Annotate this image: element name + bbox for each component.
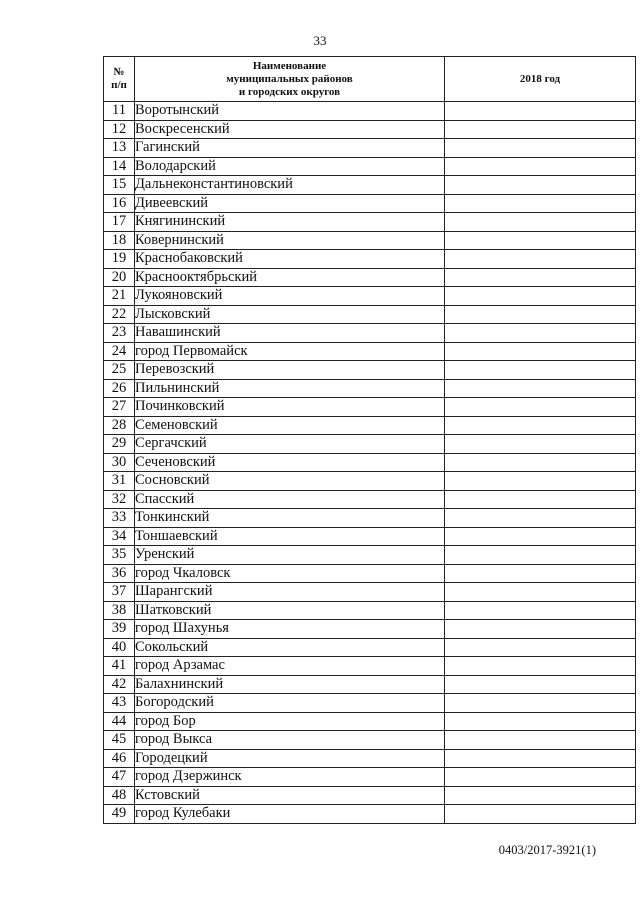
year-value-cell [445,416,636,435]
year-value-cell [445,324,636,343]
year-value-cell [445,268,636,287]
row-number-cell: 16 [104,194,135,213]
table-row [104,564,636,583]
year-value-cell [445,805,636,824]
municipality-name-cell: город Шахунья [135,620,445,639]
table-row [104,786,636,805]
year-value-cell [445,546,636,565]
table-body [104,102,636,824]
table-row [104,601,636,620]
municipality-name-cell: Сеченовский [135,453,445,472]
year-value-cell [445,620,636,639]
year-value-cell [445,657,636,676]
row-number-cell: 44 [104,712,135,731]
year-value-cell [445,527,636,546]
table-row [104,768,636,787]
year-value-cell [445,435,636,454]
row-number-cell: 17 [104,213,135,232]
municipality-table [103,56,636,824]
row-number-cell: 11 [104,102,135,121]
row-number-cell: 39 [104,620,135,639]
year-value-cell [445,675,636,694]
year-value-cell [445,194,636,213]
row-number-cell: 40 [104,638,135,657]
table-row [104,398,636,417]
year-value-cell [445,305,636,324]
year-value-cell [445,213,636,232]
municipality-name-cell: Тонкинский [135,509,445,528]
row-number-cell: 28 [104,416,135,435]
table-row [104,638,636,657]
year-value-cell [445,176,636,195]
row-number-cell: 32 [104,490,135,509]
table-row [104,712,636,731]
year-value-cell [445,564,636,583]
table-row [104,342,636,361]
municipality-name-cell: Пильнинский [135,379,445,398]
table-row [104,731,636,750]
row-number-cell: 38 [104,601,135,620]
year-value-cell [445,638,636,657]
year-value-cell [445,342,636,361]
municipality-name-cell: город Первомайск [135,342,445,361]
year-value-cell [445,509,636,528]
row-number-cell: 36 [104,564,135,583]
row-number-cell: 30 [104,453,135,472]
municipality-name-cell: Ковернинский [135,231,445,250]
table-row [104,546,636,565]
row-number-cell: 35 [104,546,135,565]
header-name-line: и городских округов [238,85,341,98]
table-row [104,416,636,435]
table-row [104,620,636,639]
row-number-cell: 23 [104,324,135,343]
municipality-name-cell: Сосновский [135,472,445,491]
table-row [104,305,636,324]
table-row [104,509,636,528]
header-num-line: № [113,66,125,78]
header-name-line: муниципальных районов [226,72,353,85]
table-row [104,805,636,824]
municipality-name-cell: Володарский [135,157,445,176]
year-value-cell [445,786,636,805]
year-value-cell [445,768,636,787]
table-row [104,268,636,287]
row-number-cell: 49 [104,805,135,824]
row-number-cell: 25 [104,361,135,380]
year-value-cell [445,749,636,768]
municipality-name-cell: Краснооктябрьский [135,268,445,287]
municipality-name-cell: Богородский [135,694,445,713]
year-value-cell [445,453,636,472]
year-value-cell [445,472,636,491]
row-number-cell: 34 [104,527,135,546]
row-number-cell: 46 [104,749,135,768]
table-header-row [104,57,636,102]
row-number-cell: 24 [104,342,135,361]
year-value-cell [445,287,636,306]
row-number-cell: 29 [104,435,135,454]
header-num-line: п/п [111,79,127,91]
row-number-cell: 26 [104,379,135,398]
table-row [104,583,636,602]
municipality-name-cell: Гагинский [135,139,445,158]
year-value-cell [445,120,636,139]
municipality-name-cell: Лысковский [135,305,445,324]
document-code: 0403/2017-3921(1) [498,843,596,857]
municipality-name-cell: Лукояновский [135,287,445,306]
year-value-cell [445,731,636,750]
municipality-name-cell: Уренский [135,546,445,565]
row-number-cell: 20 [104,268,135,287]
row-number-cell: 33 [104,509,135,528]
row-number-cell: 15 [104,176,135,195]
header-name [135,57,445,102]
table-row [104,231,636,250]
municipality-name-cell: Сокольский [135,638,445,657]
row-number-cell: 18 [104,231,135,250]
year-value-cell [445,250,636,269]
municipality-name-cell: Воротынский [135,102,445,121]
row-number-cell: 22 [104,305,135,324]
municipality-name-cell: Семеновский [135,416,445,435]
municipality-name-cell: Перевозский [135,361,445,380]
municipality-name-cell: Шарангский [135,583,445,602]
row-number-cell: 27 [104,398,135,417]
year-value-cell [445,490,636,509]
row-number-cell: 47 [104,768,135,787]
table-row [104,157,636,176]
row-number-cell: 31 [104,472,135,491]
municipality-name-cell: город Кулебаки [135,805,445,824]
table-row [104,213,636,232]
municipality-name-cell: Краснобаковский [135,250,445,269]
table-row [104,139,636,158]
table-row [104,527,636,546]
row-number-cell: 12 [104,120,135,139]
municipality-name-cell: Воскресенский [135,120,445,139]
table-row [104,250,636,269]
table-row [104,694,636,713]
municipality-name-cell: Спасский [135,490,445,509]
row-number-cell: 21 [104,287,135,306]
row-number-cell: 41 [104,657,135,676]
table-row [104,287,636,306]
table-row [104,120,636,139]
municipality-name-cell: Городецкий [135,749,445,768]
table-row [104,361,636,380]
row-number-cell: 43 [104,694,135,713]
table-row [104,657,636,676]
table-row [104,324,636,343]
year-value-cell [445,102,636,121]
year-value-cell [445,361,636,380]
year-value-cell [445,583,636,602]
header-year: 2018 год [445,57,636,102]
municipality-name-cell: Дивеевский [135,194,445,213]
row-number-cell: 14 [104,157,135,176]
year-value-cell [445,231,636,250]
municipality-name-cell: город Дзержинск [135,768,445,787]
year-value-cell [445,398,636,417]
year-value-cell [445,694,636,713]
municipality-name-cell: Навашинский [135,324,445,343]
table-row [104,379,636,398]
table-row [104,749,636,768]
row-number-cell: 37 [104,583,135,602]
municipality-name-cell: Балахнинский [135,675,445,694]
table-row [104,102,636,121]
year-value-cell [445,139,636,158]
municipality-name-cell: Шатковский [135,601,445,620]
page-number: 33 [313,33,327,48]
table-row [104,675,636,694]
municipality-name-cell: Починковский [135,398,445,417]
table-row [104,176,636,195]
header-num [104,57,135,102]
year-value-cell [445,157,636,176]
year-value-cell [445,712,636,731]
municipality-name-cell: город Бор [135,712,445,731]
municipality-name-cell: Кстовский [135,786,445,805]
table-row [104,435,636,454]
municipality-name-cell: город Арзамас [135,657,445,676]
table-row [104,453,636,472]
municipality-name-cell: Княгининский [135,213,445,232]
municipality-name-cell: Тоншаевский [135,527,445,546]
header-name-line: Наименование [252,59,327,72]
municipality-name-cell: город Выкса [135,731,445,750]
municipality-name-cell: город Чкаловск [135,564,445,583]
row-number-cell: 19 [104,250,135,269]
row-number-cell: 13 [104,139,135,158]
year-value-cell [445,601,636,620]
year-value-cell [445,379,636,398]
row-number-cell: 45 [104,731,135,750]
table-row [104,490,636,509]
municipality-name-cell: Сергачский [135,435,445,454]
municipality-name-cell: Дальнеконстантиновский [135,176,445,195]
table-row [104,472,636,491]
row-number-cell: 48 [104,786,135,805]
row-number-cell: 42 [104,675,135,694]
table-row [104,194,636,213]
